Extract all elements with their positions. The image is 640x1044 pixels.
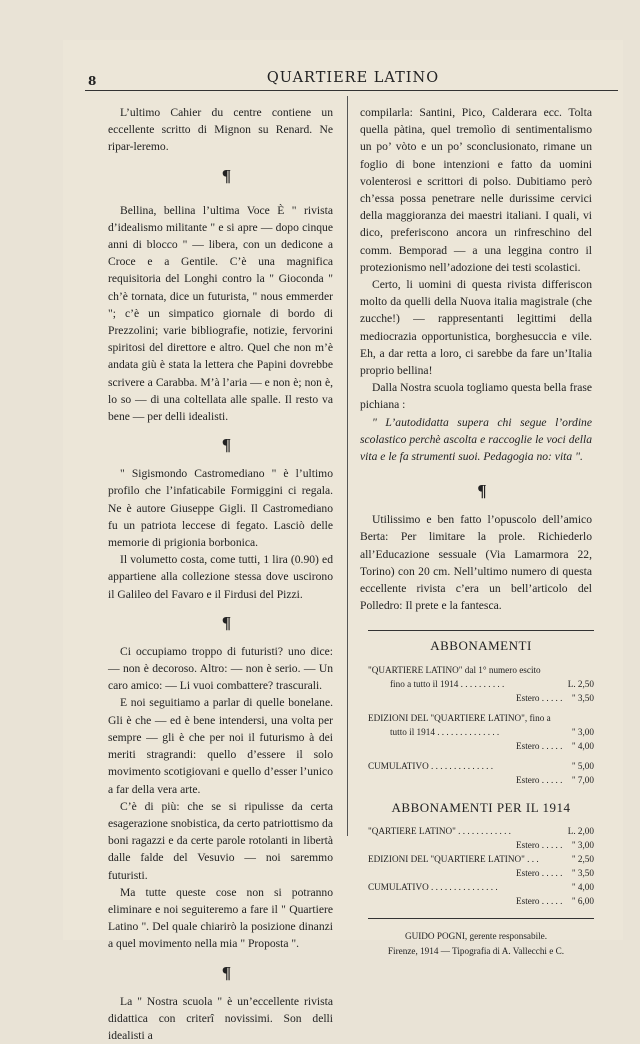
rate-row: EDIZIONI DEL "QUARTIERE LATINO", fino a [368, 712, 551, 723]
rate-row: "QARTIERE LATINO" . . . . . . . . . . . . L. 2,00 [368, 825, 594, 836]
paragraph-bonelane: E noi seguitiamo a parlar di quelle bonelane. Gli è che — ed è bene intendersi, una volta per sempre — gli è che per noi il futurismo à dei meriti stragrandi: quello d’essere il solo movimento scotigiovani e quello d’esser l’unico a far della vera arte. [108, 696, 333, 796]
rate-row: CUMULATIVO . . . . . . . . . . . . . . . " 4,00 [368, 881, 594, 892]
paragraph-dalla: Dalla Nostra scuola togliamo questa bella frase pichiana : [360, 381, 592, 412]
rate-row: CUMULATIVO . . . . . . . . . . . . . . " 5,00 [368, 760, 594, 771]
right-column [360, 104, 592, 959]
left-column [108, 104, 333, 1044]
pilcrow-ornament: ¶ [221, 962, 232, 982]
rate-row: "QUARTIERE LATINO" dal 1° numero escito [368, 664, 541, 675]
pilcrow-ornament: ¶ [221, 612, 232, 632]
subscriptions-1914-title: ABBONAMENTI PER IL 1914 [391, 799, 571, 815]
section-rule [368, 630, 594, 631]
rate-row: Estero . . . . . " 3,50 [516, 867, 594, 878]
manager-line: GUIDO POGNI, gerente responsabile. [404, 930, 548, 941]
pilcrow-ornament: ¶ [221, 435, 232, 455]
rate-row: fino a tutto il 1914 . . . . . . . . . . L. 2,50 [390, 678, 594, 689]
imprint-line: Firenze, 1914 — Tipografia di A. Vallecchi e C. [387, 945, 565, 956]
paragraph-cahier: L’ultimo Cahier du centre contiene un eccellente scritto di Mignon su Renard. Ne ripar-leremo. [108, 106, 333, 154]
rate-row: Estero . . . . . " 3,00 [516, 839, 594, 850]
subscriptions-box [368, 637, 594, 907]
rate-row: Estero . . . . . " 4,00 [516, 740, 594, 751]
page-header [88, 68, 618, 88]
header-rule [85, 90, 618, 91]
page-number: 8 [88, 74, 97, 88]
rate-row: Estero . . . . . " 7,00 [516, 774, 594, 785]
quote-autodidatta: " L’autodidatta supera chi segue l’ordine scolastico perchè ascolta e raccoglie le voci della vita e le fa strumenti suoi. Pedagogia no: vita ". [360, 415, 592, 464]
paragraph-di-piu: C’è di più: che se si ripulisse da certa esagerazione snobistica, da certo patriottismo da boni ragazzi e da certe parole rotolanti in libertà dalle falde del Vesuvio — noi saremmo futuristi. [108, 799, 333, 882]
subscriptions-title: ABBONAMENTI [430, 638, 532, 654]
paragraph-certo: Certo, li uomini di questa rivista differiscon molto da quelli della Nuova italia magistrale (che zucche!) — rappresentanti legittimi della mediocrazia opportunistica, borghesuccia e vile. Eh, a dar retta a loro, ci sarebbe da fare un’Italia proprio bellina! [360, 278, 592, 378]
rate-row: tutto il 1914 . . . . . . . . . . . . . . " 3,00 [390, 726, 594, 737]
paragraph-volumetto: Il volumetto costa, come tutti, 1 lira (0.90) ed appartiene alla collezione stessa dove uscirono il Galileo del Favaro e il Firdusi del Pizzi. [108, 553, 333, 601]
paragraph-futuristi: Ci occupiamo troppo di futuristi? uno dice: — non è decoroso. Altro: — non è serio. — Un caro amico: — Li vuoi combattere? trascurali. [108, 644, 333, 693]
paragraph-compilarla: compilarla: Santini, Pico, Calderara ecc. Tolta quella pàtina, quel tremolìo di sentimentalismo un po’ vòto e un po’ sconclusionato, rimane un foglio di bone intenzioni e fatto da uomini volenterosi e scrittori di polso. Dubitiamo però ch’essa possa penetrare nelle durissime cervici della maggioranza dei maestri italiani. I quali, vi dico, preferiscono ancora un rinfreschino del comm. Bemporad — a una leggina contro il protezionismo nell’adozione dei testi scolastici. [360, 106, 592, 274]
paragraph-voce: Bellina, bellina l’ultima Voce È " rivista d’idealismo militante " e si apre — dopo cinque anni di blocco " — libera, con un dedicone a Croce e a Gentile. C’è una magnifica requisitoria del Longhi contro la " Gioconda " ch’è tornata, dice un futurista, " nous emmerder "; c’è un simpatico giornale di bordo di Prezzolini; varie bibliografie, notizie, fervorini spiritosi del direttore e altro. Quel che non m’è andata giù è stata la lettera che Papini dovrebbe scrivere a Carabba. M’à l’aria — e non è; non è, lo so — di una coltellata alle spalle. Il resto va bene — per delli idealisti. [108, 203, 333, 424]
paragraph-berta: Utilissimo e ben fatto l’opuscolo dell’amico Berta: Per limitare la prole. Richiederlo all’Educazione sessuale (Via Lamarmora 22, Torino) con 20 cm. Nell’ultimo numero di questa eccellente rivista c’era un bell’articolo del Polledro: Il prete e la fantesca. [360, 513, 592, 613]
rate-row: EDIZIONI DEL "QUARTIERE LATINO" . . . " 2,50 [368, 853, 594, 864]
pilcrow-ornament: ¶ [221, 165, 232, 185]
rate-row: Estero . . . . . " 3,50 [516, 692, 594, 703]
paragraph-castromediano: " Sigismondo Castromediano " è l’ultimo profilo che l’infaticabile Formiggini ci regala. Ne è autore Giuseppe Gigli. Il Castromediano fu un patriota leccese di fegato. Lasciò delle memorie di prigionia borbonica. [108, 467, 333, 550]
journal-title: QUARTIERE LATINO [266, 70, 440, 86]
column-divider [347, 96, 348, 836]
paragraph-nostra-scuola: La " Nostra scuola " è un’eccellente rivista didattica con criterî novissimi. Son delli idealisti a [108, 994, 333, 1042]
paragraph-quartiere: Ma tutte queste cose non si potranno eliminare e noi seguiteremo a fare il " Quartiere Latino ". Del quale chiarirò la posizione dinanzi a quel movimento nella mia " Proposta ". [108, 885, 333, 951]
pilcrow-ornament: ¶ [477, 481, 487, 501]
rate-row: Estero . . . . . " 6,00 [516, 895, 594, 906]
